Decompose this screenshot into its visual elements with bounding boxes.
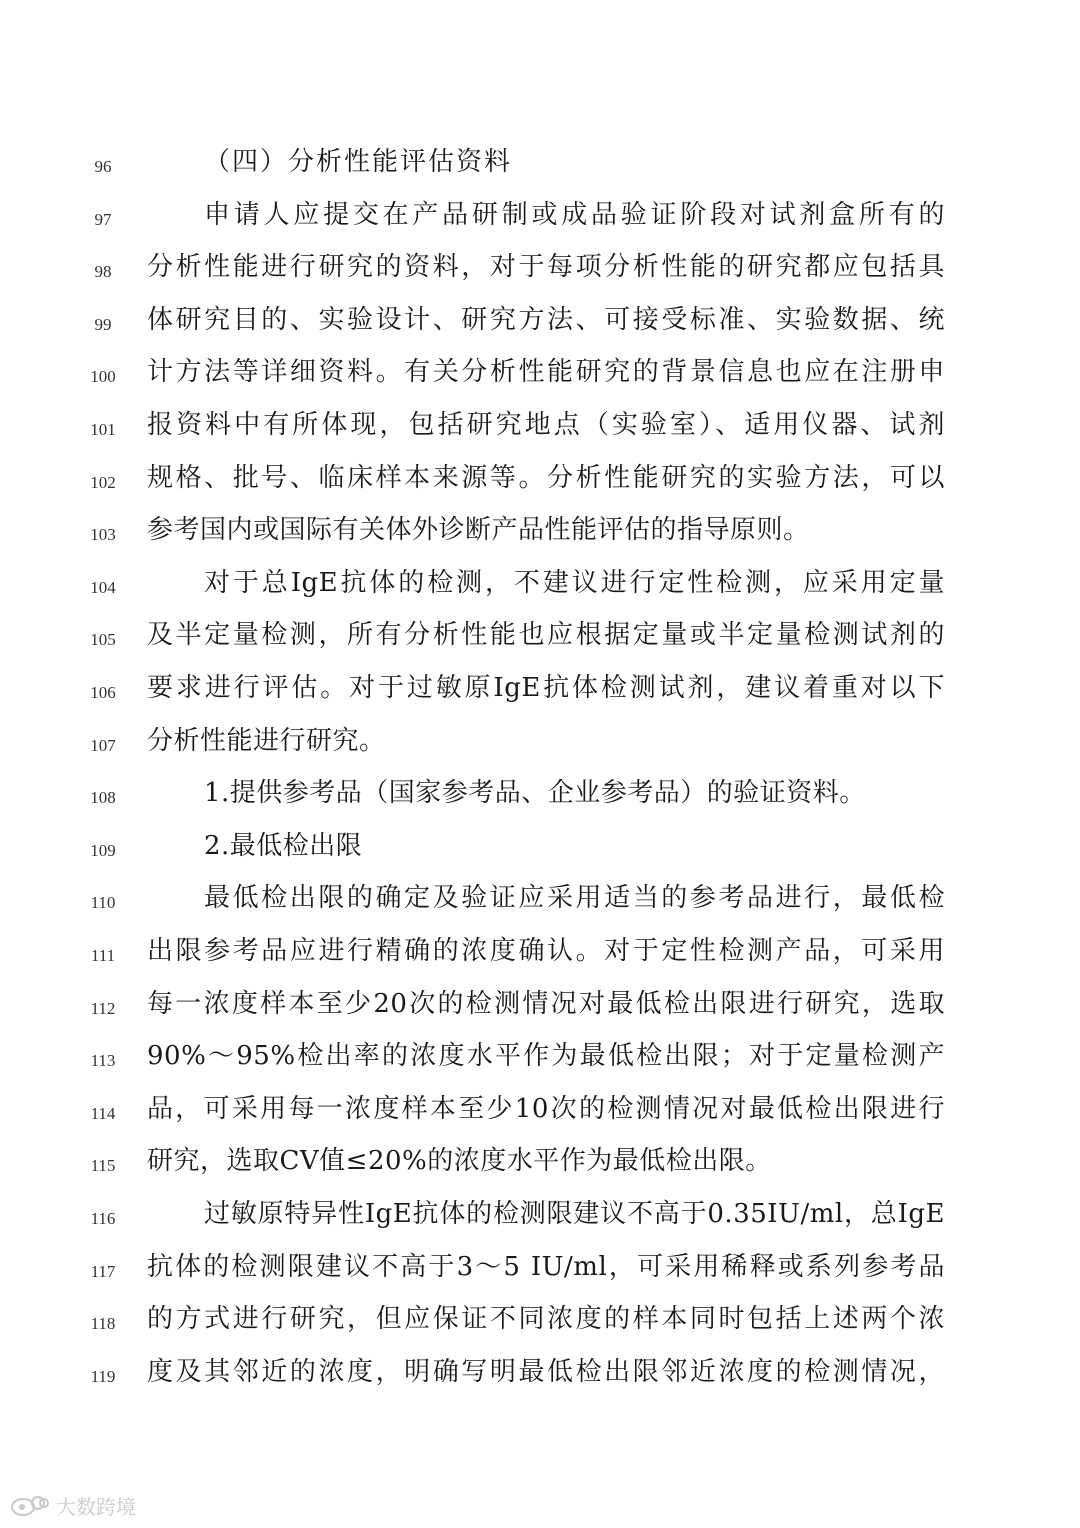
text-line <box>0 1245 1080 1297</box>
line-text: 分析性能进行研究的资料，对于每项分析性能的研究都应包括具 <box>147 252 945 283</box>
line-number: 100 <box>90 367 116 387</box>
line-number: 105 <box>90 630 116 650</box>
line-number: 107 <box>90 735 116 755</box>
line-text: 要求进行评估。对于过敏原IgE抗体检测试剂，建议着重对以下 <box>147 673 945 703</box>
line-number: 116 <box>90 1209 116 1228</box>
line-text: 的方式进行研究，但应保证不同浓度的样本同时包括上述两个浓 <box>147 1304 945 1335</box>
text-line <box>0 1192 1080 1244</box>
text-line <box>0 982 1080 1034</box>
line-text: 最低检出限的确定及验证应采用适当的参考品进行，最低检 <box>204 883 945 914</box>
text-line <box>0 140 1080 192</box>
text-line <box>0 1297 1080 1349</box>
text-line <box>0 771 1080 823</box>
line-text: 出限参考品应进行精确的浓度确认。对于定性检测产品，可采用 <box>147 936 945 966</box>
line-text: 报资料中有所体现，包括研究地点（实验室）、适用仪器、试剂 <box>147 410 945 440</box>
line-text: 2.最低检出限 <box>204 830 363 861</box>
text-line <box>0 719 1080 771</box>
line-number: 109 <box>90 840 116 860</box>
watermark-text: 大数跨境 <box>56 1494 136 1519</box>
line-text: 研究，选取CV值≤20%的浓度水平作为最低检出限。 <box>147 1146 772 1177</box>
line-number: 102 <box>90 472 116 492</box>
line-text: （四）分析性能评估资料 <box>204 147 513 177</box>
text-line <box>0 508 1080 560</box>
text-line <box>0 350 1080 402</box>
line-text: 90%～95%检出率的浓度水平作为最低检出限；对于定量检测产 <box>147 1041 945 1072</box>
text-line <box>0 1139 1080 1191</box>
line-number: 104 <box>90 577 116 597</box>
line-text: 每一浓度样本至少20次的检测情况对最低检出限进行研究，选取 <box>147 988 945 1019</box>
text-line <box>0 613 1080 665</box>
line-number: 110 <box>90 893 116 913</box>
line-number: 114 <box>90 1103 116 1123</box>
line-text: 申请人应提交在产品研制或成品验证阶段对试剂盒所有的 <box>204 199 945 230</box>
text-line <box>0 929 1080 981</box>
text-line <box>0 403 1080 455</box>
text-line <box>0 666 1080 718</box>
line-number: 108 <box>90 788 116 808</box>
text-line <box>0 561 1080 613</box>
line-text: 体研究目的、实验设计、研究方法、可接受标准、实验数据、统 <box>147 304 945 335</box>
line-number: 119 <box>90 1366 116 1386</box>
text-line <box>0 1087 1080 1139</box>
text-line <box>0 193 1080 245</box>
line-number: 118 <box>90 1314 116 1334</box>
text-line <box>0 456 1080 508</box>
line-number: 112 <box>90 998 116 1018</box>
text-line <box>0 876 1080 928</box>
line-text: 及半定量检测，所有分析性能也应根据定量或半定量检测试剂的 <box>147 620 945 651</box>
line-number: 99 <box>94 314 112 334</box>
line-text: 度及其邻近的浓度，明确写明最低检出限邻近浓度的检测情况， <box>147 1356 945 1387</box>
line-text: 规格、批号、临床样本来源等。分析性能研究的实验方法，可以 <box>147 462 945 493</box>
line-text: 过敏原特异性IgE抗体的检测限建议不高于0.35IU/ml，总IgE <box>204 1199 945 1229</box>
line-number: 103 <box>90 525 116 545</box>
line-text: 对于总IgE抗体的检测，不建议进行定性检测，应采用定量 <box>204 567 945 598</box>
line-number: 98 <box>94 262 112 282</box>
line-number: 117 <box>90 1261 116 1281</box>
line-number: 113 <box>90 1051 116 1071</box>
line-number: 96 <box>94 157 112 176</box>
line-number: 97 <box>94 209 112 229</box>
text-line <box>0 298 1080 350</box>
line-number: 101 <box>90 420 116 439</box>
watermark <box>10 1490 136 1520</box>
line-number: 111 <box>90 946 116 965</box>
line-number: 106 <box>90 683 116 702</box>
line-text: 参考国内或国际有关体外诊断产品性能评估的指导原则。 <box>147 515 810 546</box>
line-text: 抗体的检测限建议不高于3～5 IU/ml，可采用稀释或系列参考品 <box>147 1251 945 1282</box>
line-text: 分析性能进行研究。 <box>147 725 386 756</box>
text-line <box>0 1350 1080 1402</box>
text-line <box>0 1034 1080 1086</box>
text-line <box>0 245 1080 297</box>
line-text: 计方法等详细资料。有关分析性能研究的背景信息也应在注册申 <box>147 357 945 388</box>
line-number: 115 <box>90 1156 116 1176</box>
weibo-logo-icon <box>10 1492 50 1518</box>
line-text: 1.提供参考品（国家参考品、企业参考品）的验证资料。 <box>204 778 866 809</box>
line-text: 品，可采用每一浓度样本至少10次的检测情况对最低检出限进行 <box>147 1093 945 1124</box>
text-line <box>0 824 1080 876</box>
